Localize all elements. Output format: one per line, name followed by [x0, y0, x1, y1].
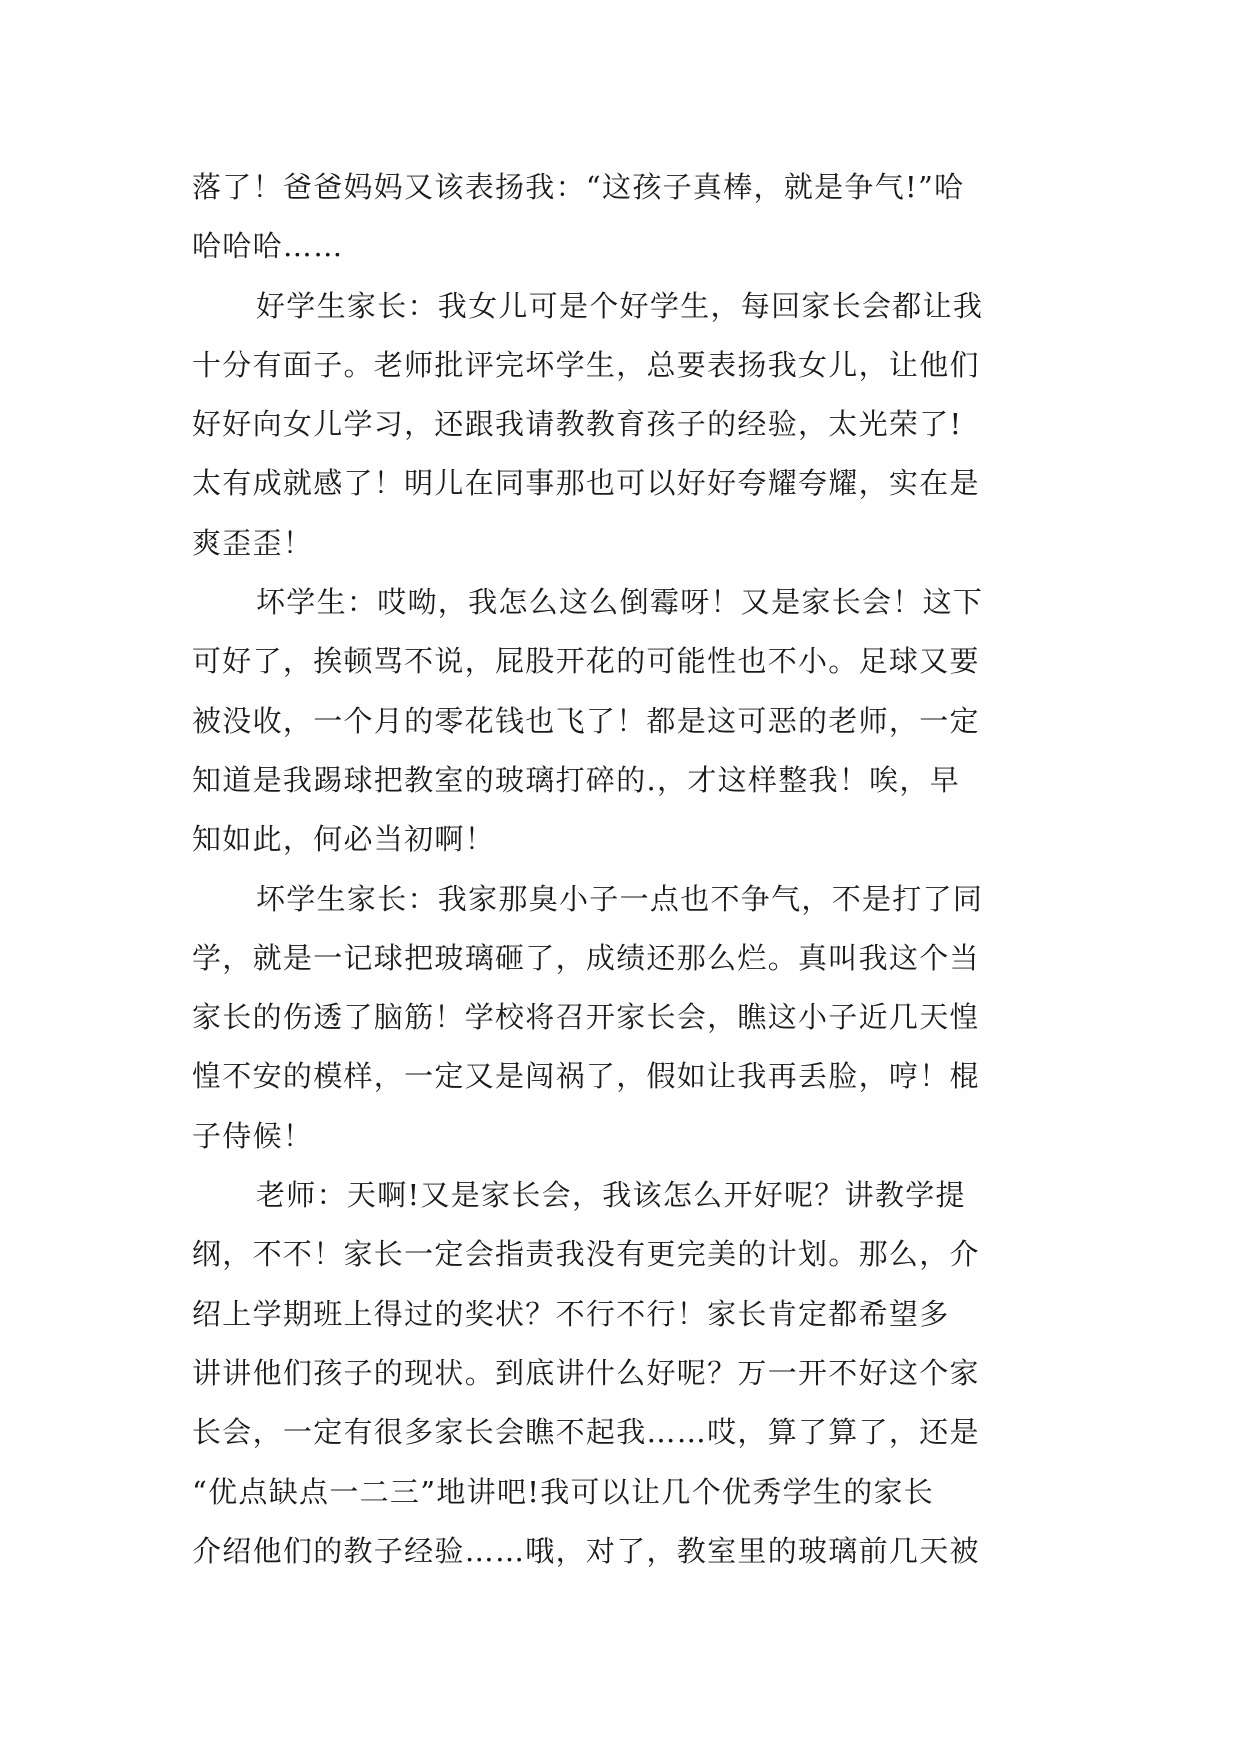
paragraph-start-line: 坏学生家长：我家那臭小子一点也不争气，不是打了同 — [256, 881, 984, 916]
text-line: 子侍候！ — [192, 1118, 314, 1153]
paragraph-start-line: 好学生家长：我女儿可是个好学生，每回家长会都让我 — [256, 288, 984, 323]
text-line: 介绍他们的教子经验……哦，对了，教室里的玻璃前几天被 — [192, 1533, 980, 1568]
body-text — [192, 158, 1052, 1581]
text-line: 长会，一定有很多家长会瞧不起我……哎，算了算了，还是 — [192, 1415, 980, 1450]
text-line: 知道是我踢球把教室的玻璃打碎的.，才这样整我！唉，早 — [192, 762, 961, 797]
text-line: 绍上学期班上得过的奖状？不行不行！家长肯定都希望多 — [192, 1296, 950, 1331]
text-line: 纲，不不！家长一定会指责我没有更完美的计划。那么，介 — [192, 1237, 980, 1272]
text-line: 哈哈哈…… — [192, 229, 344, 264]
text-line: 惶不安的模样，一定又是闯祸了，假如让我再丢脸，哼！棍 — [192, 1059, 980, 1094]
text-line: 家长的伤透了脑筋！学校将召开家长会，瞧这小子近几天惶 — [192, 1000, 980, 1035]
text-line: 十分有面子。老师批评完坏学生，总要表扬我女儿，让他们 — [192, 347, 980, 382]
text-line: 被没收，一个月的零花钱也飞了！都是这可恶的老师，一定 — [192, 703, 980, 738]
text-line: 知如此，何必当初啊！ — [192, 822, 496, 857]
text-line: 讲讲他们孩子的现状。到底讲什么好呢？万一开不好这个家 — [192, 1355, 980, 1390]
text-line: “优点缺点一二三”地讲吧!我可以让几个优秀学生的家长 — [192, 1474, 935, 1509]
text-line: 落了！爸爸妈妈又该表扬我：“这孩子真棒，就是争气!”哈 — [192, 170, 965, 204]
text-line: 可好了，挨顿骂不说，屁股开花的可能性也不小。足球又要 — [192, 644, 980, 679]
paragraph-start-line: 坏学生：哎呦，我怎么这么倒霉呀！又是家长会！这下 — [256, 585, 984, 620]
text-line: 爽歪歪！ — [192, 525, 314, 560]
text-line: 好好向女儿学习，还跟我请教教育孩子的经验，太光荣了! — [192, 407, 963, 442]
text-line: 学，就是一记球把玻璃砸了，成绩还那么烂。真叫我这个当 — [192, 940, 980, 975]
paragraph-start-line: 老师：天啊!又是家长会，我该怎么开好呢？讲教学提 — [256, 1178, 966, 1213]
text-line: 太有成就感了！明儿在同事那也可以好好夸耀夸耀，实在是 — [192, 466, 980, 501]
